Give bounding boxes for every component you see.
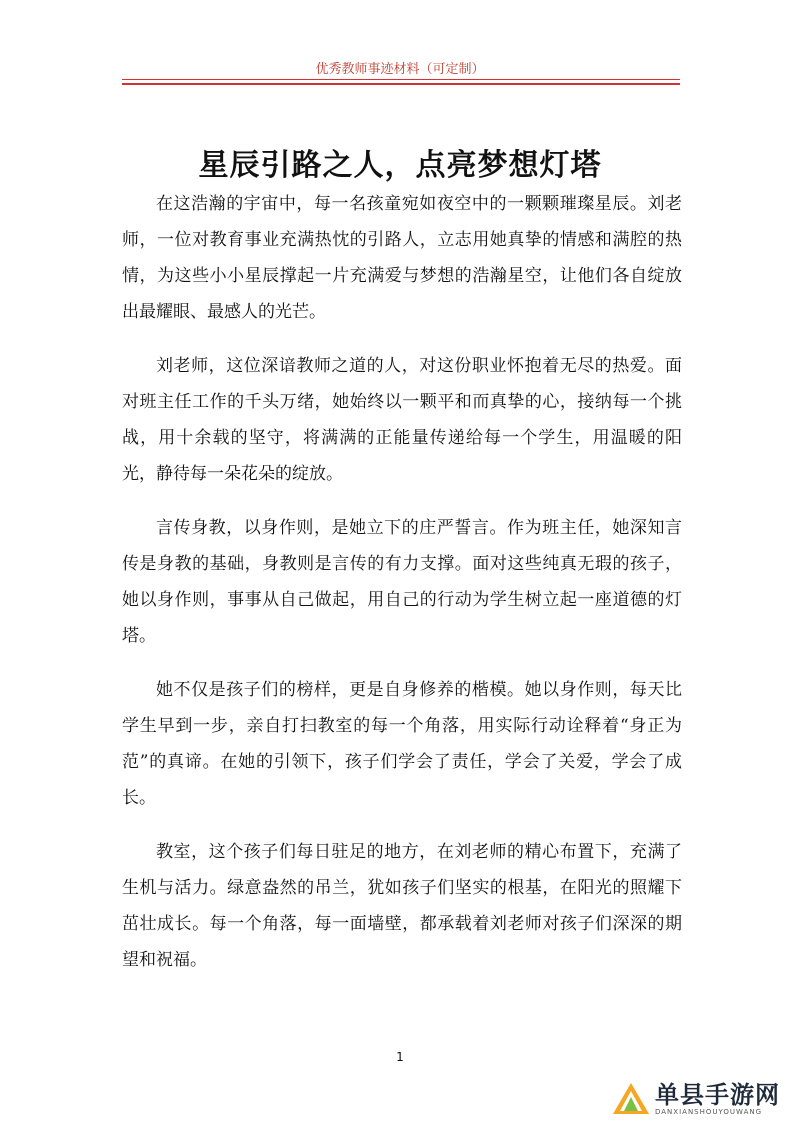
paragraph-2: 刘老师，这位深谙教师之道的人，对这份职业怀抱着无尽的热爱。面对班主任工作的千头万绪，她始终以一颗平和而真挚的心，接纳每一个挑战，用十余载的坚守，将满满的正能量传递给每一个学生，用温暖的阳光，静待每一朵花朵的绽放。 (122, 356, 682, 484)
site-watermark[interactable] (611, 1081, 780, 1117)
document-body (122, 186, 682, 996)
paragraph-3: 言传身教，以身作则，是她立下的庄严誓言。作为班主任，她深知言传是身教的基础，身教则是言传的有力支撑。面对这些纯真无瑕的孩子，她以身作则，事事从自己做起，用自己的行动为学生树立起一座道德的灯塔。 (122, 518, 682, 646)
document-title: 星辰引路之人，点亮梦想灯塔 (198, 148, 602, 183)
header-rule-thin (122, 79, 680, 80)
house-triangle-icon (611, 1081, 651, 1117)
paragraph-4: 她不仅是孩子们的榜样，更是自身修养的楷模。她以身作则，每天比学生早到一步，亲自打扫教室的每一个角落，用实际行动诠释着“身正为范”的真谛。在她的引领下，孩子们学会了责任，学会了关爱，学会了成长。 (122, 680, 682, 808)
header-rule-thick (122, 83, 680, 85)
watermark-site-name: 单县手游网 (655, 1081, 780, 1109)
watermark-site-url: DANXIANSHOUYOUWANG (655, 1108, 763, 1116)
header-text: 优秀教师事迹材料（可定制） (315, 62, 485, 77)
paragraph-5: 教室，这个孩子们每日驻足的地方，在刘老师的精心布置下，充满了生机与活力。绿意盎然的吊兰，犹如孩子们坚实的根基，在阳光的照耀下茁壮成长。每一个角落，每一面墙壁，都承载着刘老师对孩子们深深的期望和祝福。 (122, 842, 682, 970)
page-number: 1 (396, 1050, 404, 1064)
paragraph-1: 在这浩瀚的宇宙中，每一名孩童宛如夜空中的一颗颗璀璨星辰。刘老师，一位对教育事业充满热忱的引路人，立志用她真挚的情感和满腔的热情，为这些小小星辰撑起一片充满爱与梦想的浩瀚星空，让他们各自绽放出最耀眼、最感人的光芒。 (122, 194, 682, 322)
